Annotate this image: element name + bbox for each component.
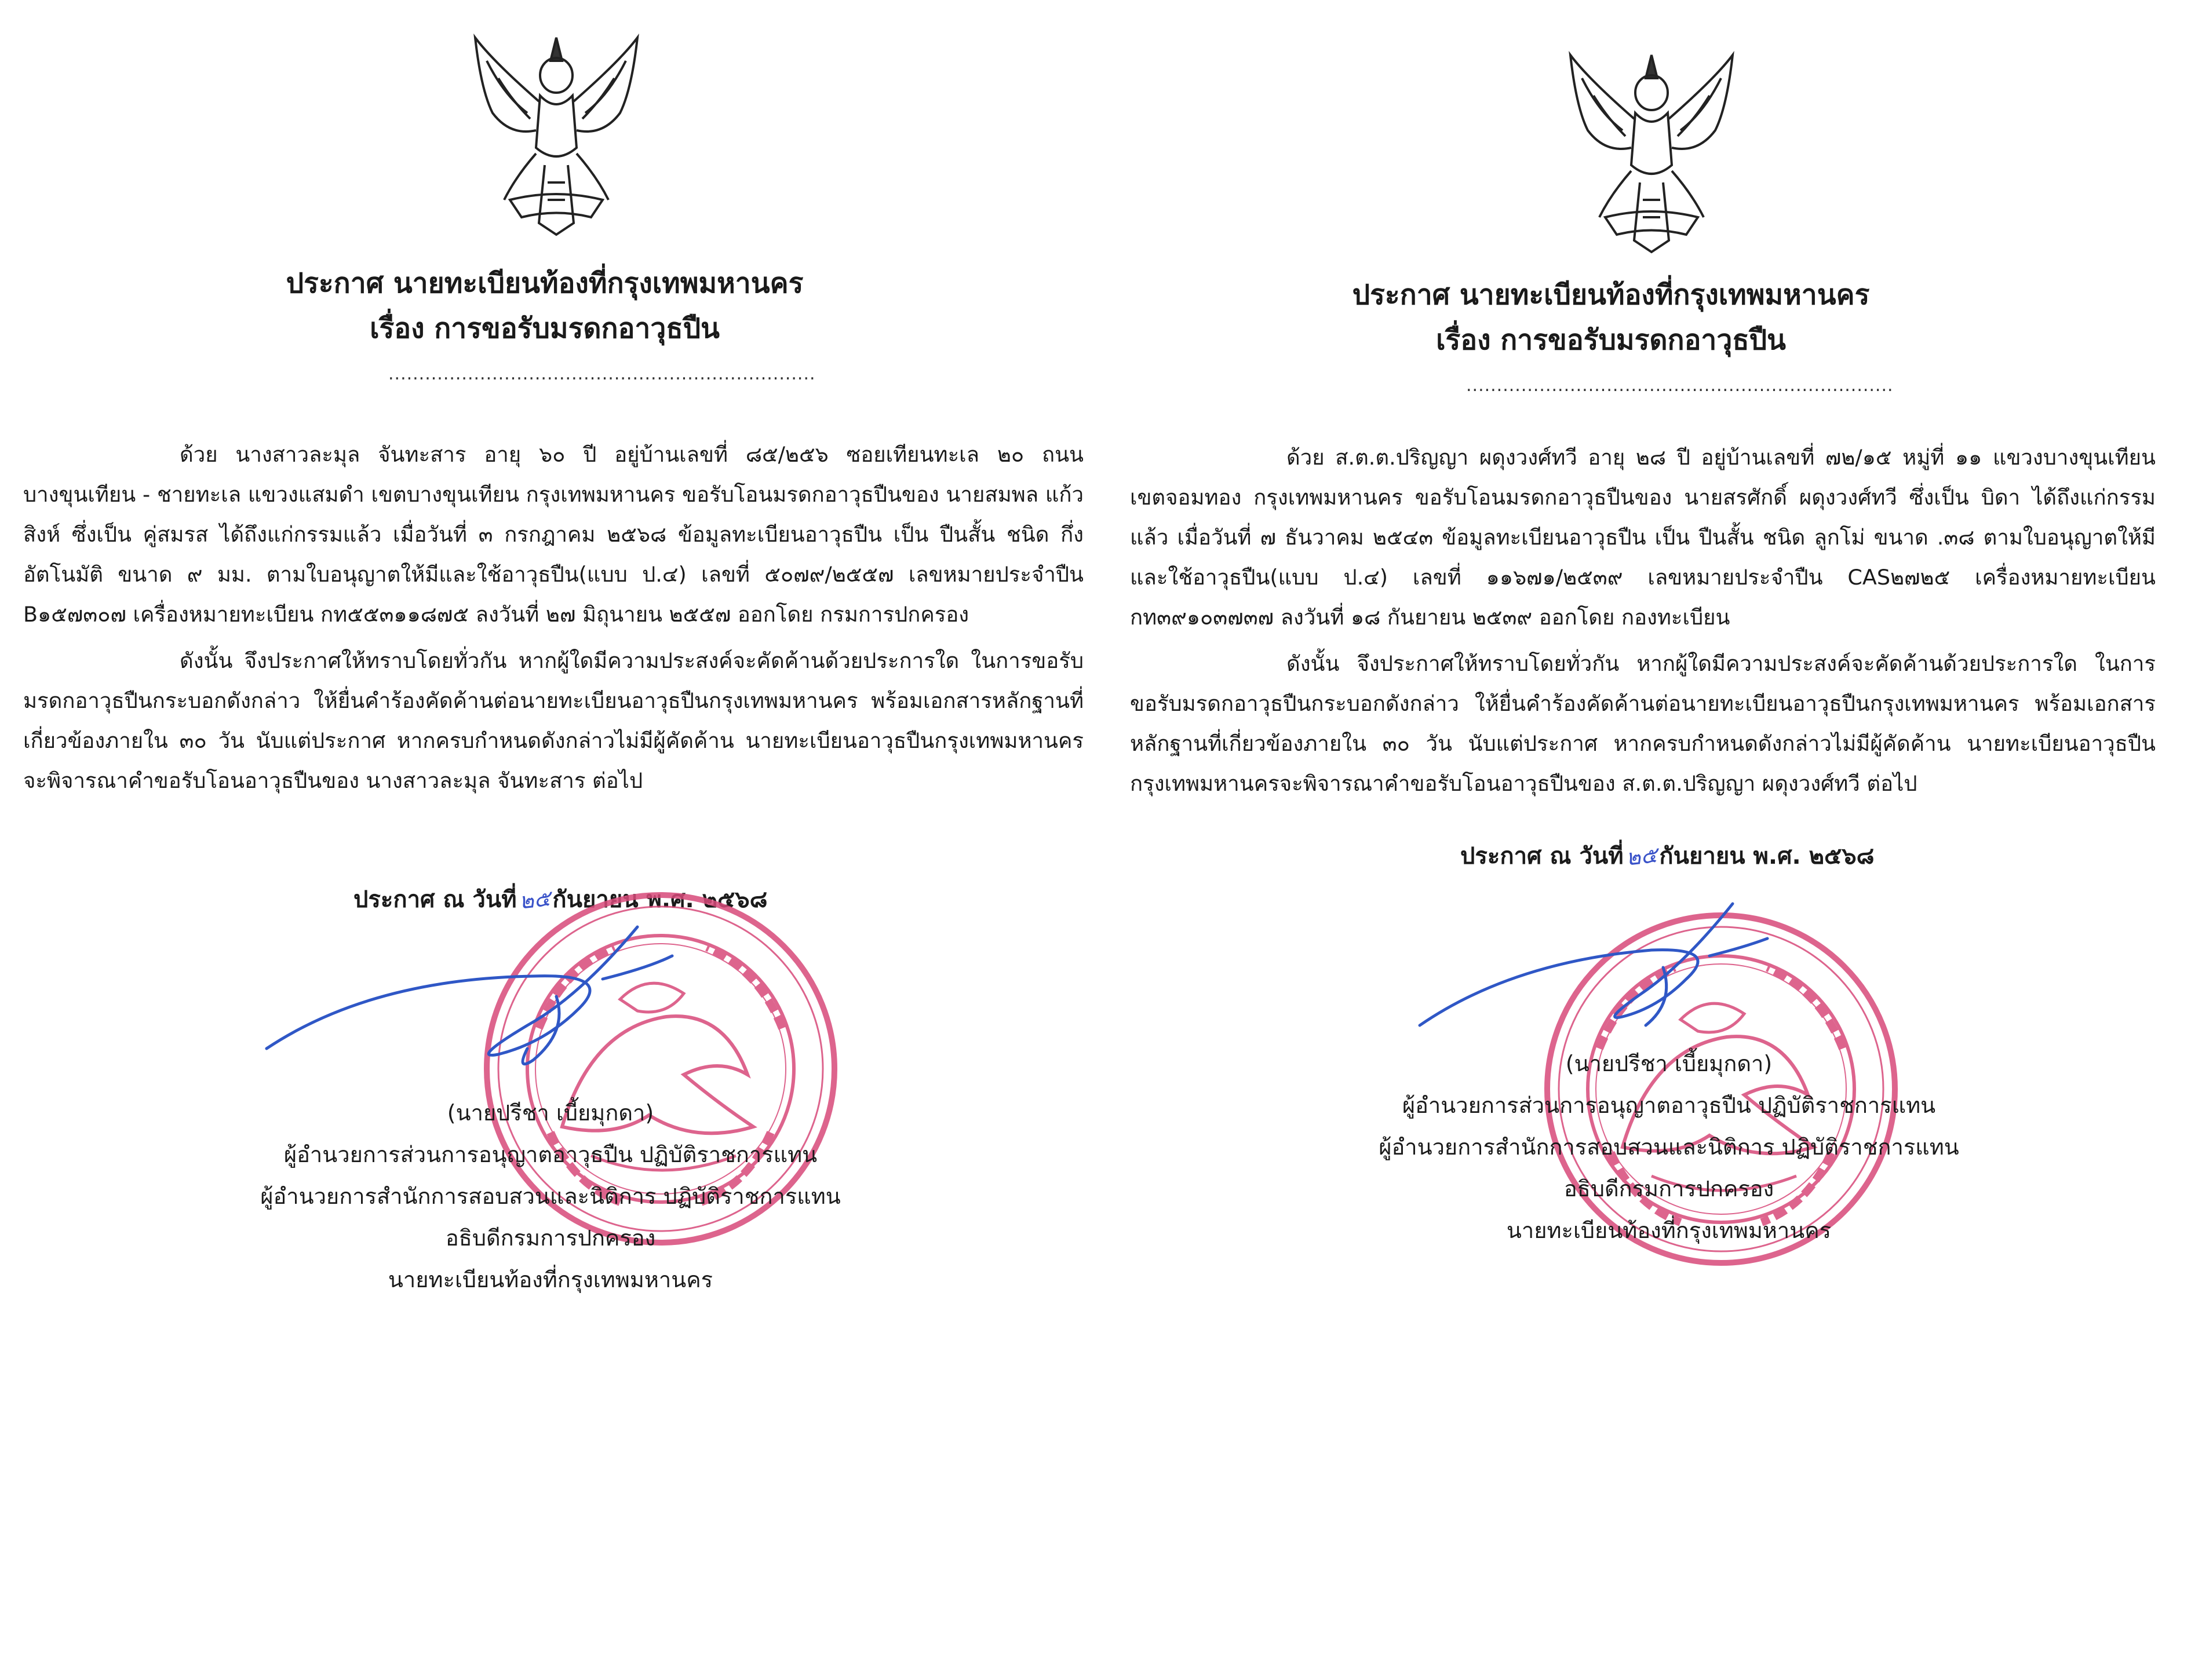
heading-line-2: เรื่อง การขอรับมรดกอาวุธปืน xyxy=(370,312,720,345)
signer-name: (นายปรีชา เบี้ยมุกดา) xyxy=(1565,1051,1773,1076)
notice-body xyxy=(1130,437,2156,810)
notice-body xyxy=(23,434,1084,807)
dotted-rule: ...................................................................... xyxy=(1466,375,1894,396)
signer-name: (นายปรีชา เบี้ยมุกดา) xyxy=(447,1100,654,1126)
notice-heading xyxy=(243,261,846,351)
paragraph-statement: ด้วย นางสาวละมุล จันทะสาร อายุ ๖๐ ปี อยู่บ้านเลขที่ ๘๕/๒๕๖ ซอยเทียนทะเล ๒๐ ถนนบางขุนเทียน - ชายทะเล แขวงแสมดำ เขตบางขุนเทียน กรุงเทพมหานคร ขอรับโอนมรดกอาวุธปืนของ นายสมพล แก้วสิงห์ ซึ่งเป็น คู่สมรส ได้ถึงแก่กรรมแล้ว เมื่อวันที่ ๓ กรกฎาคม ๒๕๖๘ ข้อมูลทะเบียนอาวุธปืน เป็น ปืนสั้น ชนิด กึ่งอัตโนมัติ ขนาด ๙ มม. ตามใบอนุญาตให้มีและใช้อาวุธปืน(แบบ ป.๔) เลขที่ ๕๐๗๙/๒๕๕๗ เลขหมายประจำปืน B๑๕๗๓๐๗ เครื่องหมายทะเบียน กท๕๕๓๑๑๘๗๕ ลงวันที่ ๒๗ มิถุนายน ๒๕๕๗ ออกโดย กรมการปกครอง xyxy=(23,442,1084,627)
signature-block xyxy=(1327,1043,2011,1251)
garuda-emblem-icon xyxy=(1553,43,1750,258)
date-day-handwritten: ๒๕ xyxy=(1624,842,1658,871)
signer-title-1: ผู้อำนวยการส่วนการอนุญาตอาวุธปืน ปฏิบัติราชการแทน xyxy=(283,1142,818,1167)
date-suffix: กันยายน พ.ศ. ๒๕๖๘ xyxy=(1659,843,1875,870)
heading-line-1: ประกาศ นายทะเบียนท้องที่กรุงเทพมหานคร xyxy=(1352,279,1870,311)
notice-right xyxy=(1101,0,2202,1680)
heading-line-1: ประกาศ นายทะเบียนท้องที่กรุงเทพมหานคร xyxy=(286,267,804,300)
notice-heading xyxy=(1310,272,1912,363)
date-suffix: กันยายน พ.ศ. ๒๕๖๘ xyxy=(552,886,768,913)
signer-title-2: ผู้อำนวยการสำนักการสอบสวนและนิติการ ปฏิบัติราชการแทน xyxy=(260,1184,841,1209)
paragraph-objection: ดังนั้น จึงประกาศให้ทราบโดยทั่วกัน หากผู้ใดมีความประสงค์จะคัดค้านด้วยประการใด ในการขอรับมรดกอาวุธปืนกระบอกดังกล่าว ให้ยื่นคำร้องคัดค้านต่อนายทะเบียนอาวุธปืนกรุงเทพมหานคร พร้อมเอกสารหลักฐานที่เกี่ยวข้องภายใน ๓๐ วัน นับแต่ประกาศ หากครบกำหนดดังกล่าวไม่มีผู้คัดค้าน นายทะเบียนอาวุธปืนกรุงเทพมหานครจะพิจารณาคำขอรับโอนอาวุธปืนของ นางสาวละมุล จันทะสาร ต่อไป xyxy=(23,648,1084,793)
date-day-handwritten: ๒๕ xyxy=(517,885,552,914)
signer-title-4: นายทะเบียนท้องที่กรุงเทพมหานคร xyxy=(388,1267,713,1292)
heading-line-2: เรื่อง การขอรับมรดกอาวุธปืน xyxy=(1436,324,1786,356)
date-prefix: ประกาศ ณ วันที่ xyxy=(353,886,517,913)
signature-block xyxy=(209,1092,892,1301)
signer-title-4: นายทะเบียนท้องที่กรุงเทพมหานคร xyxy=(1506,1218,1832,1243)
signer-title-3: อธิบดีกรมการปกครอง xyxy=(445,1225,656,1251)
announcement-date xyxy=(1460,837,1875,874)
dotted-rule: ...................................................................... xyxy=(388,364,816,384)
signer-title-2: ผู้อำนวยการสำนักการสอบสวนและนิติการ ปฏิบัติราชการแทน xyxy=(1379,1134,1959,1160)
date-prefix: ประกาศ ณ วันที่ xyxy=(1460,843,1624,870)
paragraph-objection: ดังนั้น จึงประกาศให้ทราบโดยทั่วกัน หากผู้ใดมีความประสงค์จะคัดค้านด้วยประการใด ในการขอรับมรดกอาวุธปืนกระบอกดังกล่าว ให้ยื่นคำร้องคัดค้านต่อนายทะเบียนอาวุธปืนกรุงเทพมหานคร พร้อมเอกสารหลักฐานที่เกี่ยวข้องภายใน ๓๐ วัน นับแต่ประกาศ หากครบกำหนดดังกล่าวไม่มีผู้คัดค้าน นายทะเบียนอาวุธปืนกรุงเทพมหานครจะพิจารณาคำขอรับโอนอาวุธปืนของ ส.ต.ต.ปริญญา ผดุงวงศ์ทวี ต่อไป xyxy=(1130,651,2156,796)
paragraph-statement: ด้วย ส.ต.ต.ปริญญา ผดุงวงศ์ทวี อายุ ๒๘ ปี อยู่บ้านเลขที่ ๗๒/๑๕ หมู่ที่ ๑๑ แขวงบางขุนเทียน เขตจอมทอง กรุงเทพมหานคร ขอรับโอนมรดกอาวุธปืนของ นายสรศักดิ์ ผดุงวงศ์ทวี ซึ่งเป็น บิดา ได้ถึงแก่กรรมแล้ว เมื่อวันที่ ๗ ธันวาคม ๒๕๔๓ ข้อมูลทะเบียนอาวุธปืน เป็น ปืนสั้น ชนิด ลูกโม่ ขนาด .๓๘ ตามใบอนุญาตให้มี และใช้อาวุธปืน(แบบ ป.๔) เลขที่ ๑๑๖๗๑/๒๕๓๙ เลขหมายประจำปืน CAS๒๗๒๕ เครื่องหมายทะเบียน กท๓๙๑๐๓๗๓๗ ลงวันที่ ๑๘ กันยายน ๒๕๓๙ ออกโดย กองทะเบียน xyxy=(1130,445,2156,630)
signer-title-1: ผู้อำนวยการส่วนการอนุญาตอาวุธปืน ปฏิบัติราชการแทน xyxy=(1402,1093,1936,1118)
garuda-emblem-icon xyxy=(458,26,655,240)
signer-title-3: อธิบดีกรมการปกครอง xyxy=(1563,1176,1774,1201)
